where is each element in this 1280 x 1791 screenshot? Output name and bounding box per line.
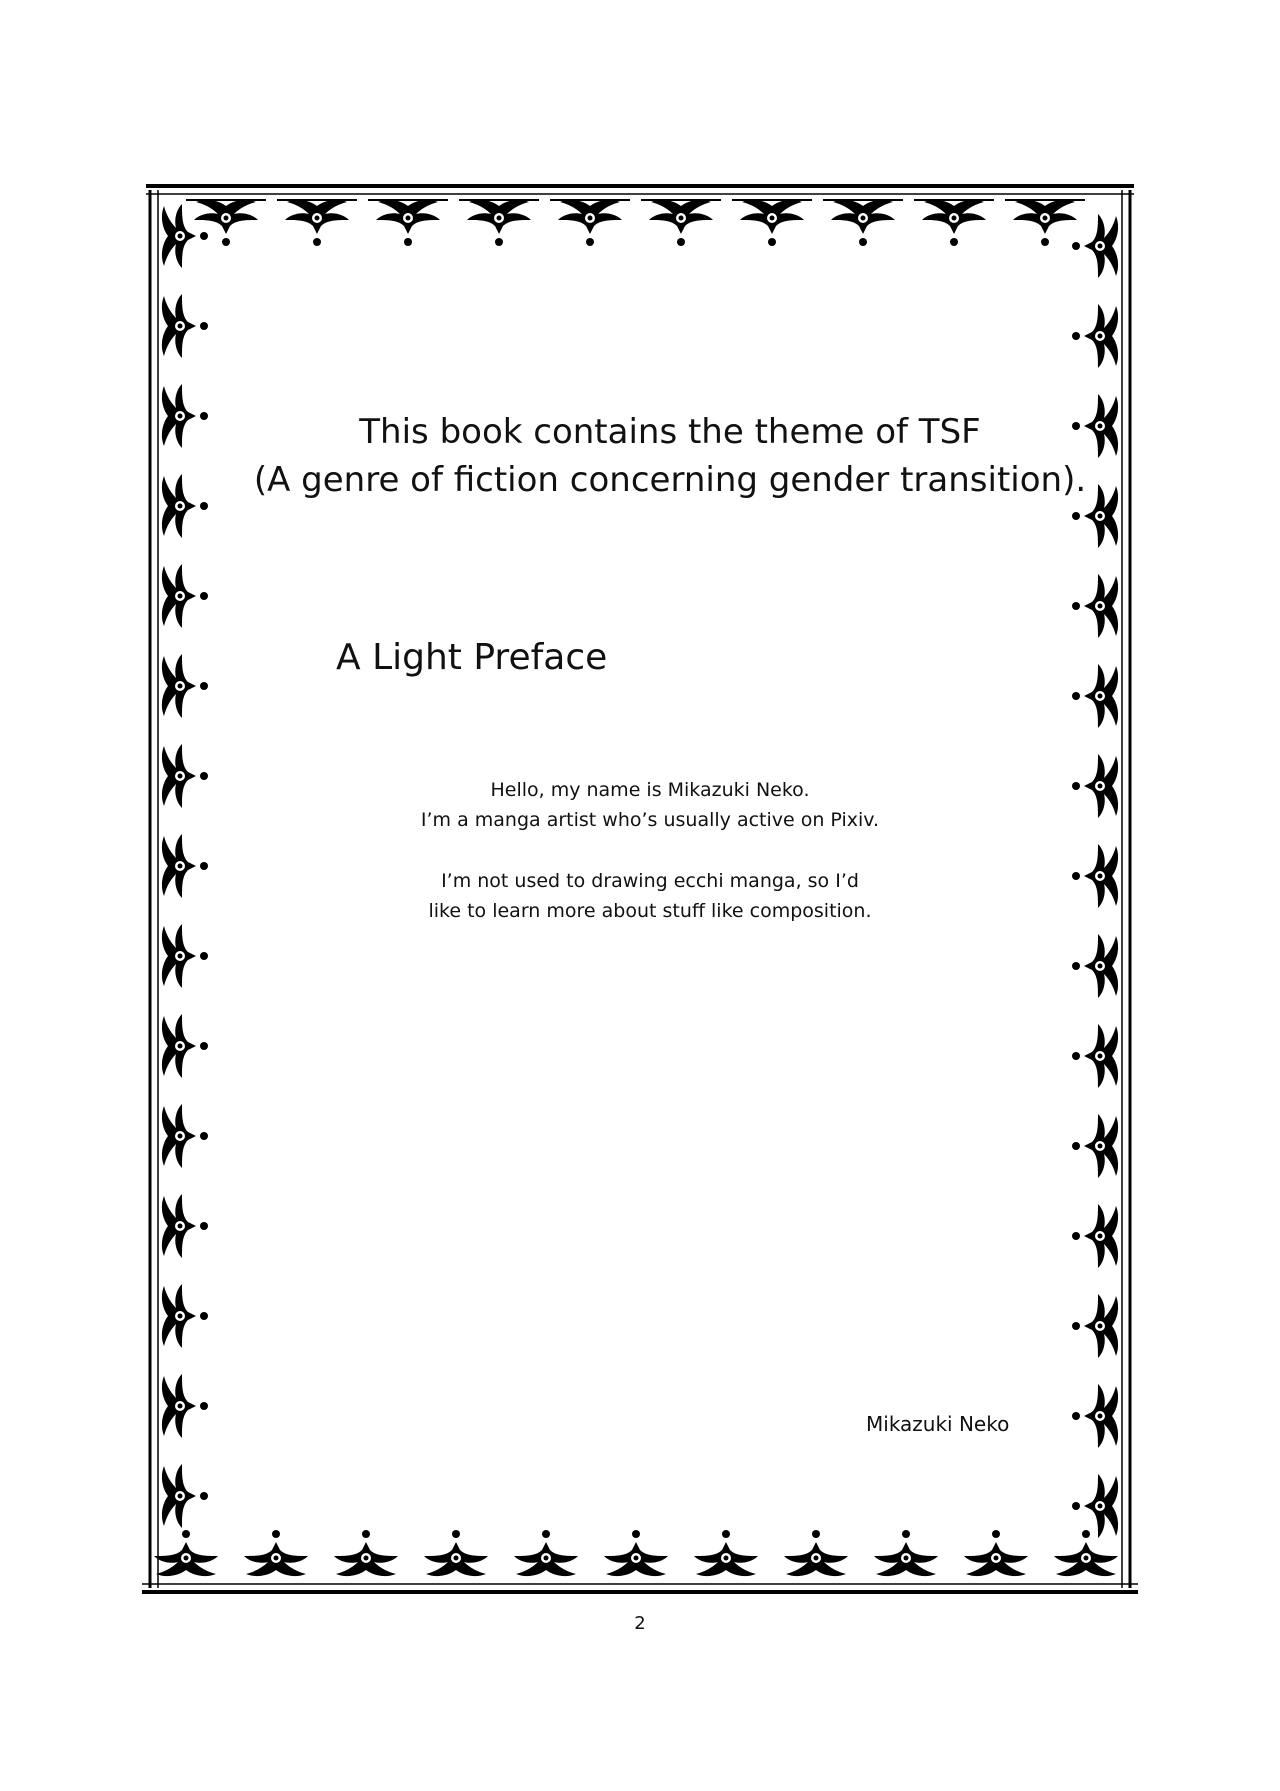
paragraph-2-line-1: I’m not used to drawing ecchi manga, so I’d: [441, 870, 859, 892]
paragraph-2-line-2: like to learn more about stuff like composition.: [428, 900, 872, 922]
preface-heading: A Light Preface: [336, 637, 608, 678]
author-signature: Mikazuki Neko: [866, 1412, 1010, 1436]
paragraph-1-line-2: I’m a manga artist who’s usually active on Pixiv.: [420, 809, 880, 831]
notice-line-1: This book contains the theme of TSF: [359, 412, 981, 452]
notice-line-2: (A genre of fiction concerning gender transition).: [253, 460, 1087, 500]
content-notice: [30, 408, 1280, 504]
preface-paragraph-2: [10, 866, 1280, 926]
page-number: 2: [634, 1613, 646, 1634]
preface-paragraph-1: [10, 775, 1280, 835]
paragraph-1-line-1: Hello, my name is Mikazuki Neko.: [490, 779, 810, 801]
